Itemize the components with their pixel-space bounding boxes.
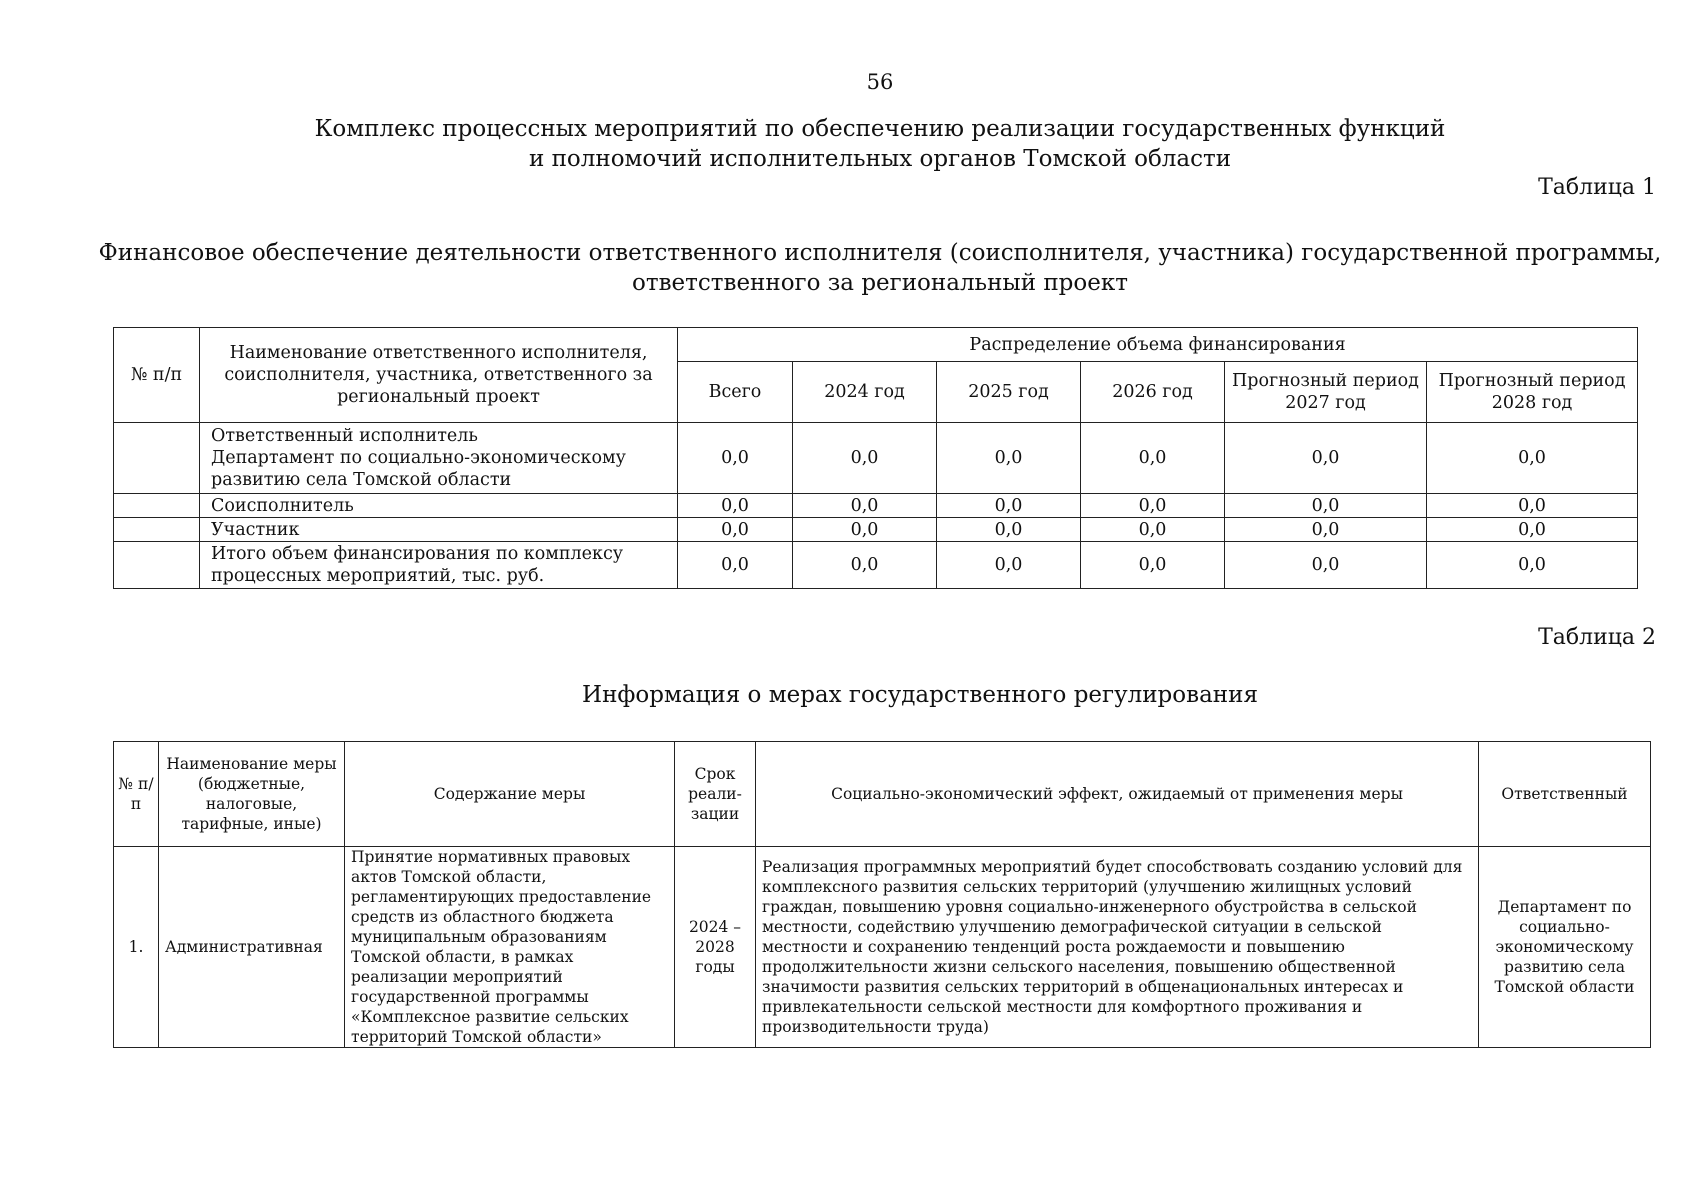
t1-row4-num: [114, 542, 200, 589]
t1-row2-num: [114, 494, 200, 518]
table-row: [114, 423, 1638, 494]
table-row: [114, 494, 1638, 518]
t1-row2-name: Соисполнитель: [200, 494, 678, 518]
page-number: 56: [866, 70, 894, 94]
t2-header-name: Наименование меры (бюджетные, налоговые, тарифные, иные): [159, 742, 345, 847]
t1-row3-total: 0,0: [678, 518, 793, 542]
t1-row1-2025: 0,0: [937, 423, 1081, 494]
t2-header-responsible: Ответственный: [1479, 742, 1651, 847]
table-row: [114, 847, 1651, 1048]
table-row: [114, 518, 1638, 542]
page-heading-line1: Комплекс процессных мероприятий по обеспечению реализации государственных функций: [314, 116, 1446, 142]
t2-header-effect: Социально-экономический эффект, ожидаемый от применения меры: [756, 742, 1479, 847]
t1-row2-2028: 0,0: [1427, 494, 1638, 518]
t2-header-num: № п/п: [114, 742, 159, 847]
t1-row1-2026: 0,0: [1081, 423, 1225, 494]
t2-header-content: Содержание меры: [345, 742, 675, 847]
t1-header-2024: 2024 год: [793, 362, 937, 423]
table1-title-line1: Финансовое обеспечение деятельности ответственного исполнителя (соисполнителя, участника) государственной программы,: [98, 240, 1662, 266]
table2-title: Информация о мерах государственного регулирования: [582, 682, 1258, 708]
t1-row2-2025: 0,0: [937, 494, 1081, 518]
t1-header-2025: 2025 год: [937, 362, 1081, 423]
t1-row4-2025: 0,0: [937, 542, 1081, 589]
financing-table: [113, 327, 1638, 589]
t1-row4-2027: 0,0: [1225, 542, 1427, 589]
t1-row3-2024: 0,0: [793, 518, 937, 542]
t2-row1-responsible: Департамент по социально-экономическому развитию села Томской области: [1479, 847, 1651, 1048]
t1-row4-2028: 0,0: [1427, 542, 1638, 589]
t1-row3-2025: 0,0: [937, 518, 1081, 542]
t1-row1-name: [200, 423, 678, 494]
t1-row2-2024: 0,0: [793, 494, 937, 518]
t1-row2-2027: 0,0: [1225, 494, 1427, 518]
t2-row1-name: Административная: [159, 847, 345, 1048]
t1-row3-name: Участник: [200, 518, 678, 542]
t1-row1-2024: 0,0: [793, 423, 937, 494]
t1-header-total: Всего: [678, 362, 793, 423]
table2-label: Таблица 2: [1538, 625, 1656, 650]
t2-row1-effect: Реализация программных мероприятий будет способствовать созданию условий для комплексного развития сельских территорий (улучшению жилищных условий граждан, повышению уровня социально-инженерного обустройства в сельской местности, содействию улучшению демографической ситуации в сельской местности и сохранению тенденций роста рождаемости и повышению продолжительности жизни сельского населения, повышению общественной значимости развития сельских территорий в общенациональных интересах и привлекательности сельской местности для комфортного проживания и производительности труда): [756, 847, 1479, 1048]
t1-row1-2027: 0,0: [1225, 423, 1427, 494]
regulation-measures-table: [113, 741, 1651, 1048]
t2-row1-content: Принятие нормативных правовых актов Томской области, регламентирующих предоставление средств из областного бюджета муниципальным образованиям Томской области, в рамках реализации мероприятий государственной программы «Комплексное развитие сельских территорий Томской области»: [345, 847, 675, 1048]
t1-row2-total: 0,0: [678, 494, 793, 518]
table1-label: Таблица 1: [1538, 175, 1656, 200]
t1-row1-total: 0,0: [678, 423, 793, 494]
t1-row3-2026: 0,0: [1081, 518, 1225, 542]
t1-row3-2028: 0,0: [1427, 518, 1638, 542]
t1-row3-2027: 0,0: [1225, 518, 1427, 542]
table1-title: [0, 238, 1698, 298]
t1-header-name: Наименование ответственного исполнителя, соисполнителя, участника, ответственного за региональный проект: [200, 328, 678, 423]
t1-row1-2028: 0,0: [1427, 423, 1638, 494]
t2-header-term: Срок реали-зации: [675, 742, 756, 847]
t1-row4-2026: 0,0: [1081, 542, 1225, 589]
t1-header-distribution: Распределение объема финансирования: [678, 328, 1638, 362]
t1-row1-name-line2: Департамент по социально-экономическому развитию села Томской области: [211, 448, 626, 490]
t2-row1-num: 1.: [114, 847, 159, 1048]
t1-header-2027: Прогнозный период 2027 год: [1225, 362, 1427, 423]
t1-row4-name: Итого объем финансирования по комплексу процессных мероприятий, тыс. руб.: [200, 542, 678, 589]
t1-row3-num: [114, 518, 200, 542]
t1-row1-num: [114, 423, 200, 494]
t1-row4-2024: 0,0: [793, 542, 937, 589]
t1-header-2026: 2026 год: [1081, 362, 1225, 423]
t1-row4-total: 0,0: [678, 542, 793, 589]
t1-row2-2026: 0,0: [1081, 494, 1225, 518]
table-row: [114, 542, 1638, 589]
page-heading-line2: и полномочий исполнительных органов Томской области: [528, 146, 1232, 172]
t2-row1-term: 2024 – 2028 годы: [675, 847, 756, 1048]
table1-title-line2: ответственного за региональный проект: [632, 270, 1128, 296]
t1-header-2028: Прогнозный период 2028 год: [1427, 362, 1638, 423]
page-heading: [0, 114, 1698, 174]
t1-header-num: № п/п: [114, 328, 200, 423]
t1-row1-name-line1: Ответственный исполнитель: [211, 426, 478, 446]
